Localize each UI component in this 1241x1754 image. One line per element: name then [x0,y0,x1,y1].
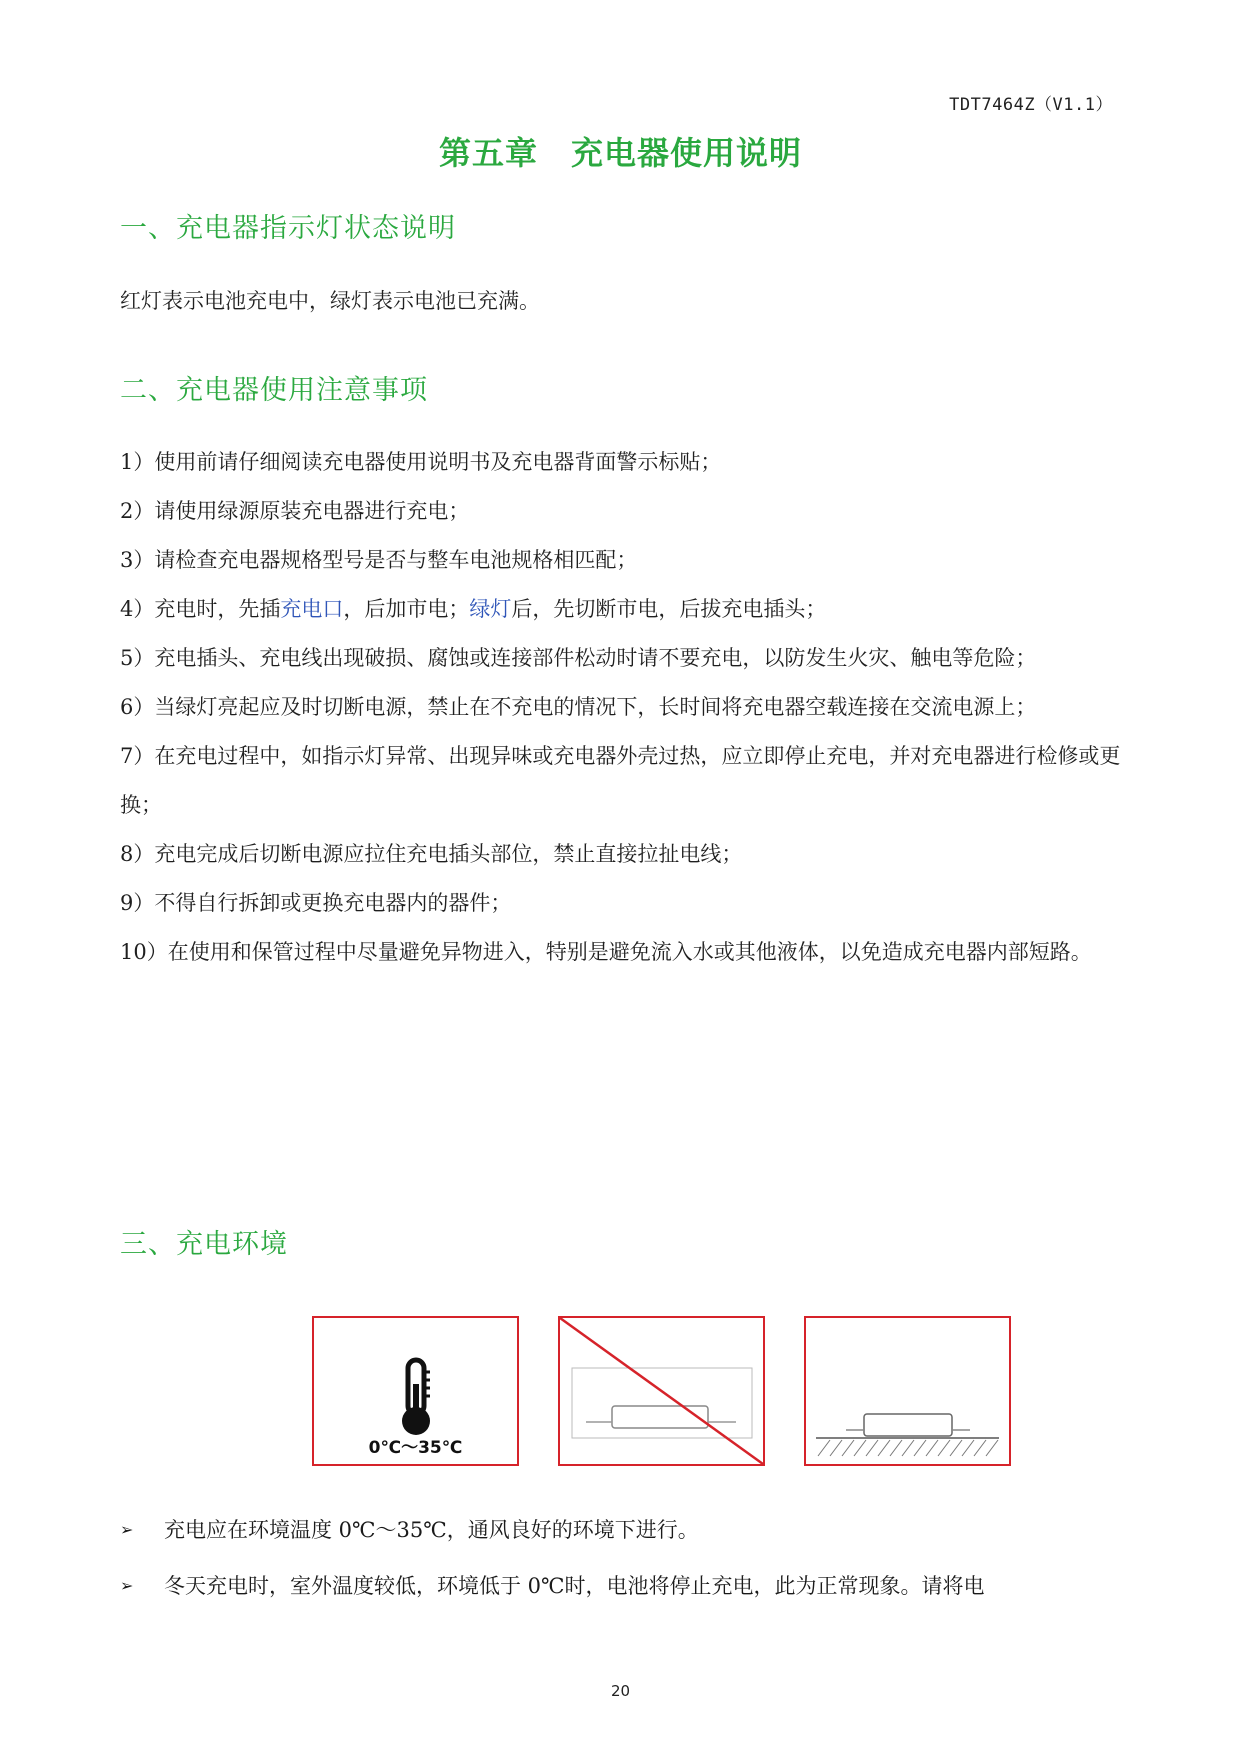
bullet-text: 充电应在环境温度 0℃～35℃，通风良好的环境下进行。 [164,1518,699,1542]
list-item: 9）不得自行拆卸或更换充电器内的器件； [120,891,512,915]
indicator-description: 红灯表示电池充电中，绿灯表示电池已充满。 [120,289,540,313]
highlight-text: 绿灯 [469,597,512,621]
bullet-item [120,1502,1140,1558]
arrow-bullet-icon: ➢ [120,1520,134,1539]
charger-on-ground-figure [804,1316,1011,1466]
page-number: 20 [610,1682,631,1700]
list-item: 2）请使用绿源原装充电器进行充电； [120,499,470,523]
chapter-title: 第五章 充电器使用说明 [438,134,802,172]
charger-on-ground-icon [806,1318,1009,1464]
highlight-text: 充电口 [280,597,344,621]
charger-in-enclosure-icon [560,1318,763,1464]
list-item: 3）请检查充电器规格型号是否与整车电池规格相匹配； [120,548,638,572]
list-item [120,585,1130,634]
list-item: 8）充电完成后切断电源应拉住充电插头部位，禁止直接拉扯电线； [120,842,743,866]
bullet-text: 冬天充电时，室外温度较低，环境低于 0℃时，电池将停止充电，此为正常现象。请将电 [164,1574,985,1598]
list-item: 10）在使用和保管过程中尽量避免异物进入，特别是避免流入水或其他液体，以免造成充电器内部短路。 [120,940,1092,964]
list-item-text: 后，先切断市电，后拔充电插头； [511,597,827,621]
precautions-list [120,438,1130,977]
section-title-indicator: 一、充电器指示灯状态说明 [120,213,456,244]
temperature-range-label: 0℃～35℃ [368,1438,463,1458]
section-title-precautions: 二、充电器使用注意事项 [120,375,428,406]
bullet-item [120,1558,1140,1614]
enclosed-space-prohibited-figure [558,1316,765,1466]
temperature-figure [312,1316,519,1466]
document-code: TDT7464Z（V1.1） [949,95,1113,115]
list-item: 1）使用前请仔细阅读充电器使用说明书及充电器背面警示标贴； [120,450,722,474]
arrow-bullet-icon: ➢ [120,1576,134,1595]
list-item: 7）在充电过程中，如指示灯异常、出现异味或充电器外壳过热，应立即停止充电，并对充电器进行检修或更换； [120,744,1121,817]
environment-bullet-list [120,1502,1140,1614]
list-item-text: ，后加市电； [343,597,470,621]
list-item: 6）当绿灯亮起应及时切断电源，禁止在不充电的情况下，长时间将充电器空载连接在交流电源上； [120,695,1037,719]
charging-environment-figures [312,1316,1022,1492]
section-title-environment: 三、充电环境 [120,1229,288,1260]
list-item: 5）充电插头、充电线出现破损、腐蚀或连接部件松动时请不要充电，以防发生火灾、触电等危险； [120,646,1037,670]
list-item-text: 4）充电时，先插 [120,597,281,621]
